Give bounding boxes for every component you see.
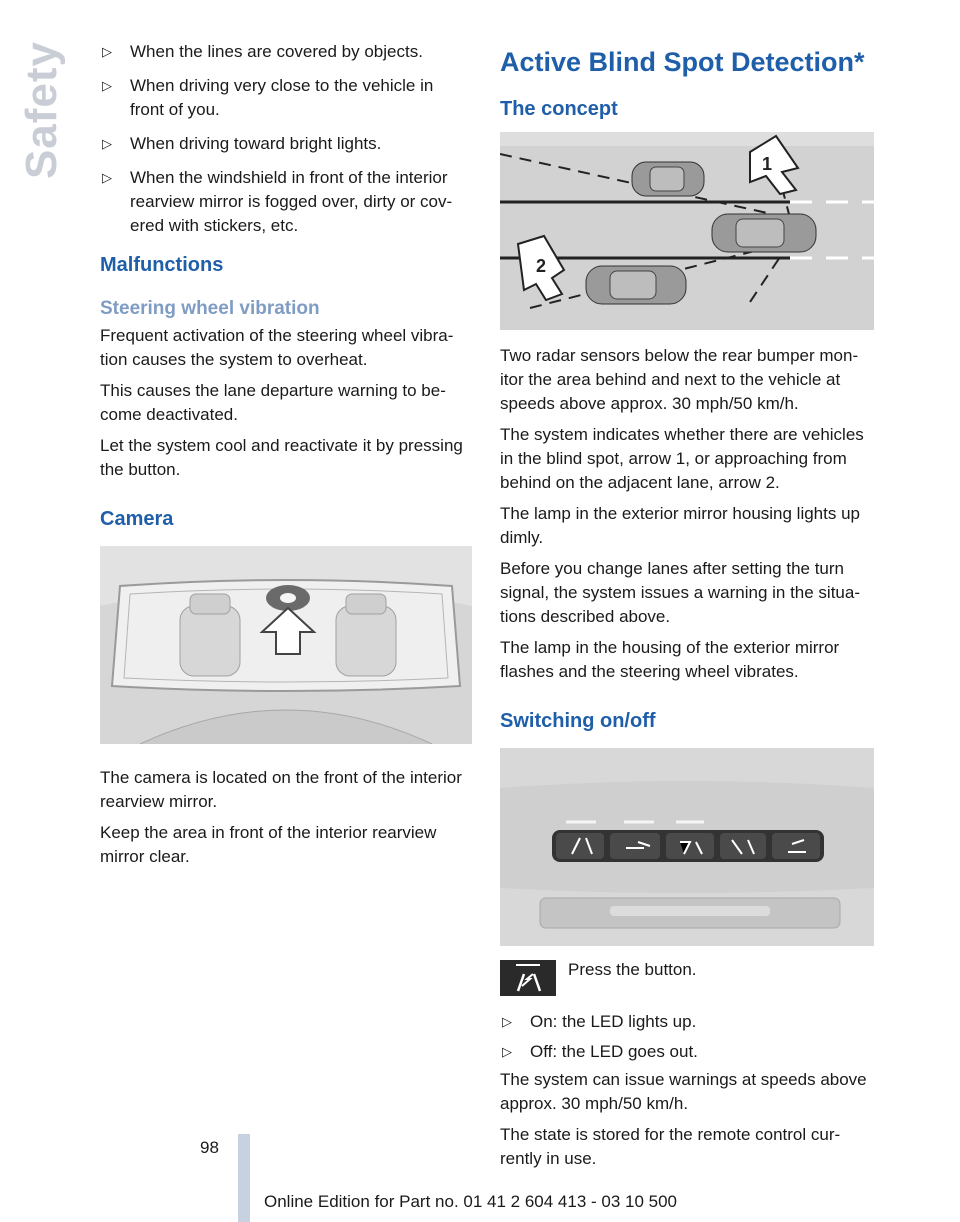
triangle-bullet-icon: ▷ [102,44,112,59]
press-button-row [500,960,874,996]
paragraph: Let the system cool and reactivate it by pressing the button. [100,436,463,479]
list-item: ▷ When driving toward bright lights. [100,132,472,156]
triangle-bullet-icon: ▷ [102,78,112,93]
left-column [100,40,472,876]
camera-heading: Camera [100,508,174,530]
arrow-1-label: 1 [762,154,773,174]
button-panel-figure [500,748,874,946]
list-item: ▷ When driving very close to the vehicle in front of you. [102,76,434,119]
car-bottom-icon [586,266,686,304]
triangle-bullet-icon: ▷ [502,1044,512,1059]
paragraph: Before you change lanes after setting the turn signal, the system issues a warning in the situa‐tions described above. [500,559,861,626]
paragraph: The lamp in the housing of the exterior mirror flashes and the steering wheel vibrates. [500,638,840,681]
paragraph: Keep the area in front of the interior rearview mirror clear. [100,823,437,866]
list-item: ▷ On: the LED lights up. [500,1010,874,1034]
car-middle-icon [712,214,816,252]
paragraph: The system can issue warnings at speeds above approx. 30 mph/50 km/h. [500,1070,867,1113]
blind-spot-illustration [500,132,874,330]
lane-departure-button-icon [500,960,556,996]
footer-bar [238,1134,250,1222]
switching-heading: Switching on/off [500,710,656,732]
side-section-tab [17,40,67,180]
concept-figure [500,132,874,330]
paragraph: The state is stored for the remote control cur‐rently in use. [500,1125,841,1168]
section-title: Active Blind Spot Detection* [500,47,865,77]
list-item: ▷ Off: the LED goes out. [500,1040,874,1064]
lane-button-icon [556,833,604,859]
concept-heading: The concept [500,98,618,120]
paragraph: The camera is located on the front of the interior rearview mirror. [100,768,462,811]
vibration-heading: Steering wheel vibration [100,298,320,319]
right-column [500,40,874,1178]
side-tab-label: Safety [17,40,67,180]
malfunctions-heading: Malfunctions [100,254,224,276]
page-number: 98 [200,1138,219,1157]
car-top-left-icon [632,162,704,196]
paragraph: The lamp in the exterior mirror housing lights up dimly. [500,504,860,547]
paragraph: This causes the lane departure warning to be‐come deactivated. [100,381,446,424]
camera-illustration [100,546,472,744]
camera-figure [100,546,472,744]
edition-text: Online Edition for Part no. 01 41 2 604 413 - 03 10 500 [264,1192,678,1211]
triangle-bullet-icon: ▷ [502,1014,512,1029]
press-button-text: Press the button. [568,960,697,979]
paragraph: Two radar sensors below the rear bumper mon‐itor the area behind and next to the vehicle at speeds above approx. 30 mph/50 km/h. [500,346,859,413]
triangle-bullet-icon: ▷ [102,170,112,185]
arrow-2-label: 2 [536,256,547,276]
list-item: ▷ When the windshield in front of the interior rearview mirror is fogged over, dirty or cov‐ered with stickers, etc. [102,168,453,235]
state-list [500,1010,874,1064]
page-footer [0,1134,960,1222]
conditions-list [100,40,472,238]
paragraph: The system indicates whether there are vehicles in the blind spot, arrow 1, or approaching from behind on the adjacent lane, arrow 2. [500,425,864,492]
triangle-bullet-icon: ▷ [102,136,112,151]
list-item: ▷ When the lines are covered by objects. [100,40,472,64]
button-panel-illustration [500,748,874,946]
paragraph: Frequent activation of the steering wheel vibra‐tion causes the system to overheat. [100,326,454,369]
